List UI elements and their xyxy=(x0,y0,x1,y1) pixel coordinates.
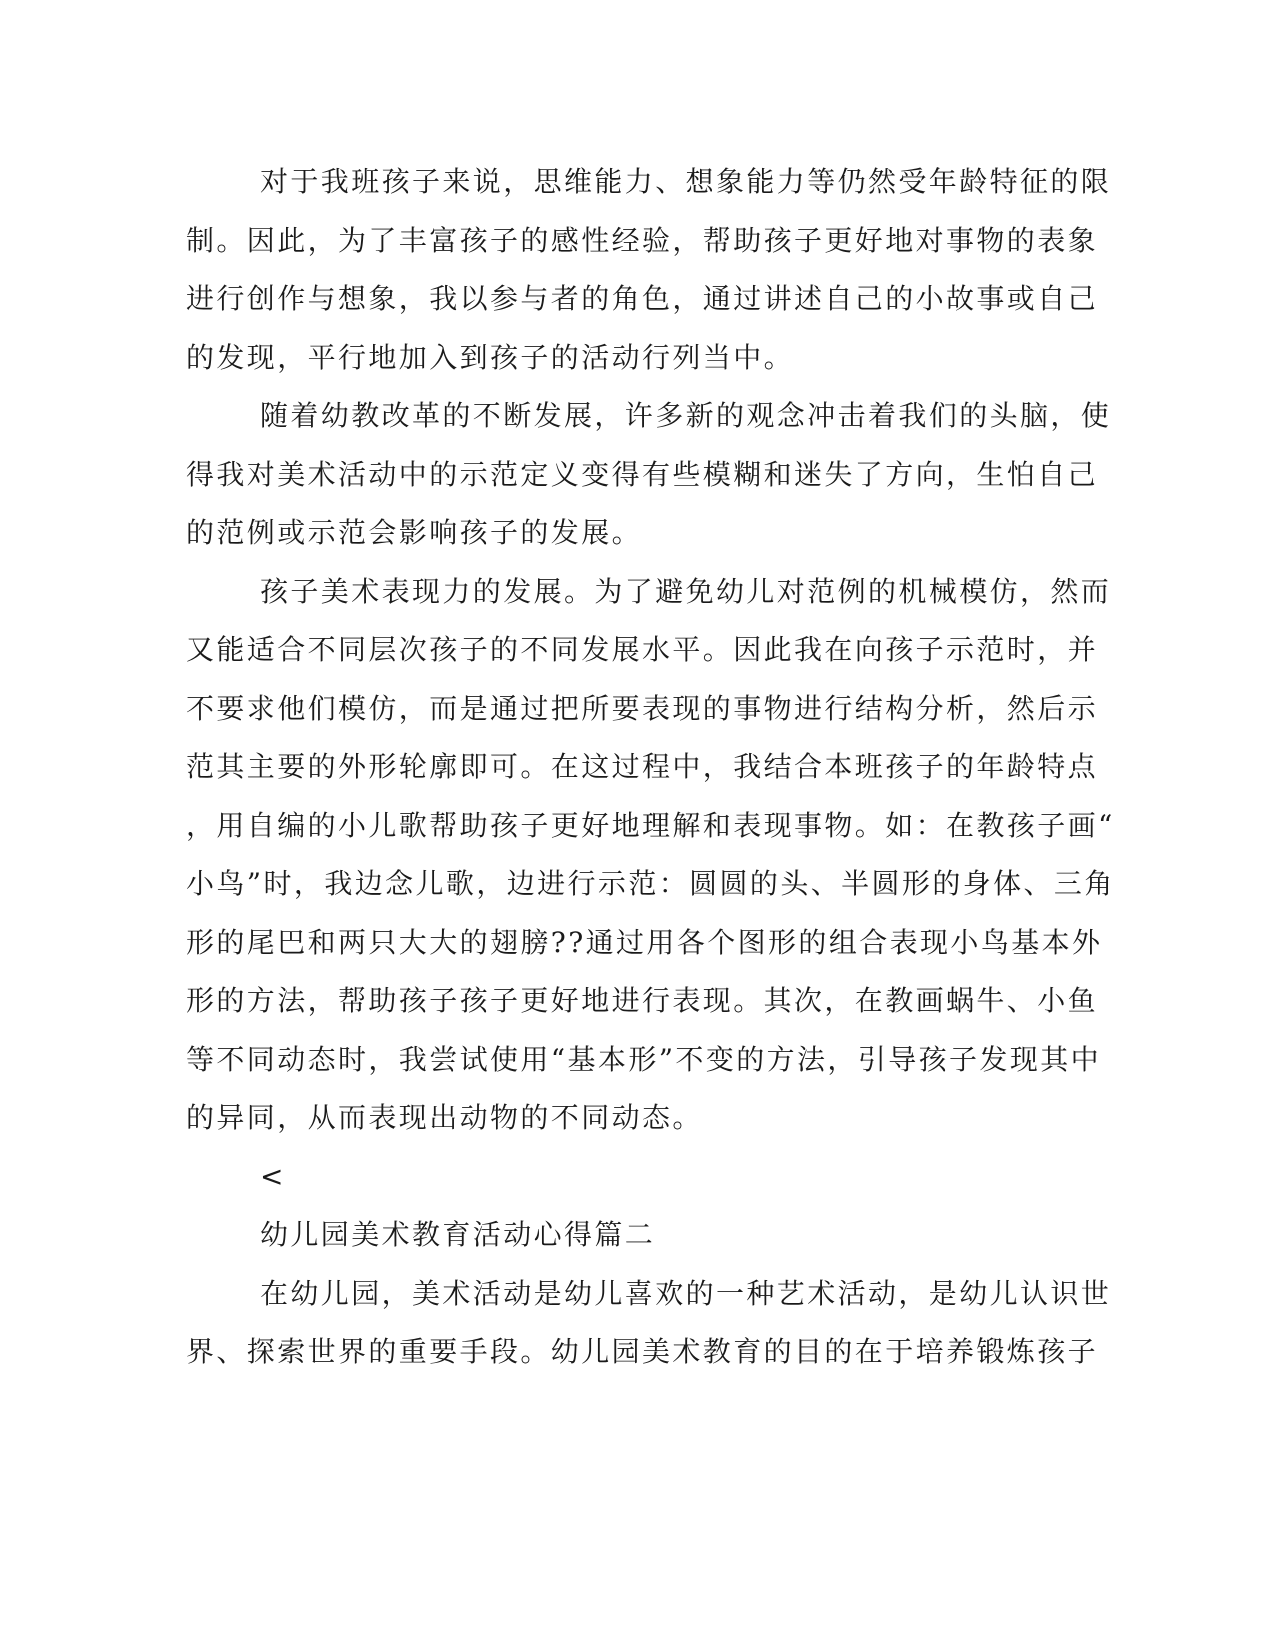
paragraph-1-line-4: 的发现，平行地加入到孩子的活动行列当中。 xyxy=(186,341,795,374)
paragraph-3-line-4: 范其主要的外形轮廓即可。在这过程中，我结合本班孩子的年龄特点 xyxy=(186,750,1099,783)
paragraph-1-line-2: 制。因此，为了丰富孩子的感性经验，帮助孩子更好地对事物的表象 xyxy=(186,224,1099,257)
paragraph-3-line-10: 的异同，从而表现出动物的不同动态。 xyxy=(186,1101,703,1134)
paragraph-2-line-1: 随着幼教改革的不断发展，许多新的观念冲击着我们的头脑，使 xyxy=(260,399,1112,432)
paragraph-4-line-2: 界、探索世界的重要手段。幼儿园美术教育的目的在于培养锻炼孩子 xyxy=(186,1335,1099,1368)
paragraph-4-line-1: 在幼儿园，美术活动是幼儿喜欢的一种艺术活动，是幼儿认识世 xyxy=(260,1277,1112,1310)
paragraph-1-line-3: 进行创作与想象，我以参与者的角色，通过讲述自己的小故事或自己 xyxy=(186,282,1099,315)
paragraph-3-line-8: 形的方法，帮助孩子孩子更好地进行表现。其次，在教画蜗牛、小鱼 xyxy=(186,984,1099,1017)
paragraph-3-line-7: 形的尾巴和两只大大的翅膀??通过用各个图形的组合表现小鸟基本外 xyxy=(186,926,1103,959)
paragraph-3-line-2: 又能适合不同层次孩子的不同发展水平。因此我在向孩子示范时，并 xyxy=(186,633,1099,666)
paragraph-3-line-5: ，用自编的小儿歌帮助孩子更好地理解和表现事物。如：在教孩子画“ xyxy=(186,809,1115,842)
paragraph-3-line-3: 不要求他们模仿，而是通过把所要表现的事物进行结构分析，然后示 xyxy=(186,692,1099,725)
section-heading: 幼儿园美术教育活动心得篇二 xyxy=(260,1218,656,1251)
paragraph-2-line-2: 得我对美术活动中的示范定义变得有些模糊和迷失了方向，生怕自己 xyxy=(186,458,1099,491)
paragraph-1-line-1: 对于我班孩子来说，思维能力、想象能力等仍然受年龄特征的限 xyxy=(260,165,1112,198)
paragraph-3-line-6: 小鸟”时，我边念儿歌，边进行示范：圆圆的头、半圆形的身体、三角 xyxy=(186,867,1115,900)
paragraph-3-line-9: 等不同动态时，我尝试使用“基本形”不变的方法，引导孩子发现其中 xyxy=(186,1043,1102,1076)
separator-symbol: < xyxy=(260,1160,286,1193)
paragraph-2-line-3: 的范例或示范会影响孩子的发展。 xyxy=(186,516,643,549)
paragraph-3-line-1: 孩子美术表现力的发展。为了避免幼儿对范例的机械模仿，然而 xyxy=(260,575,1112,608)
